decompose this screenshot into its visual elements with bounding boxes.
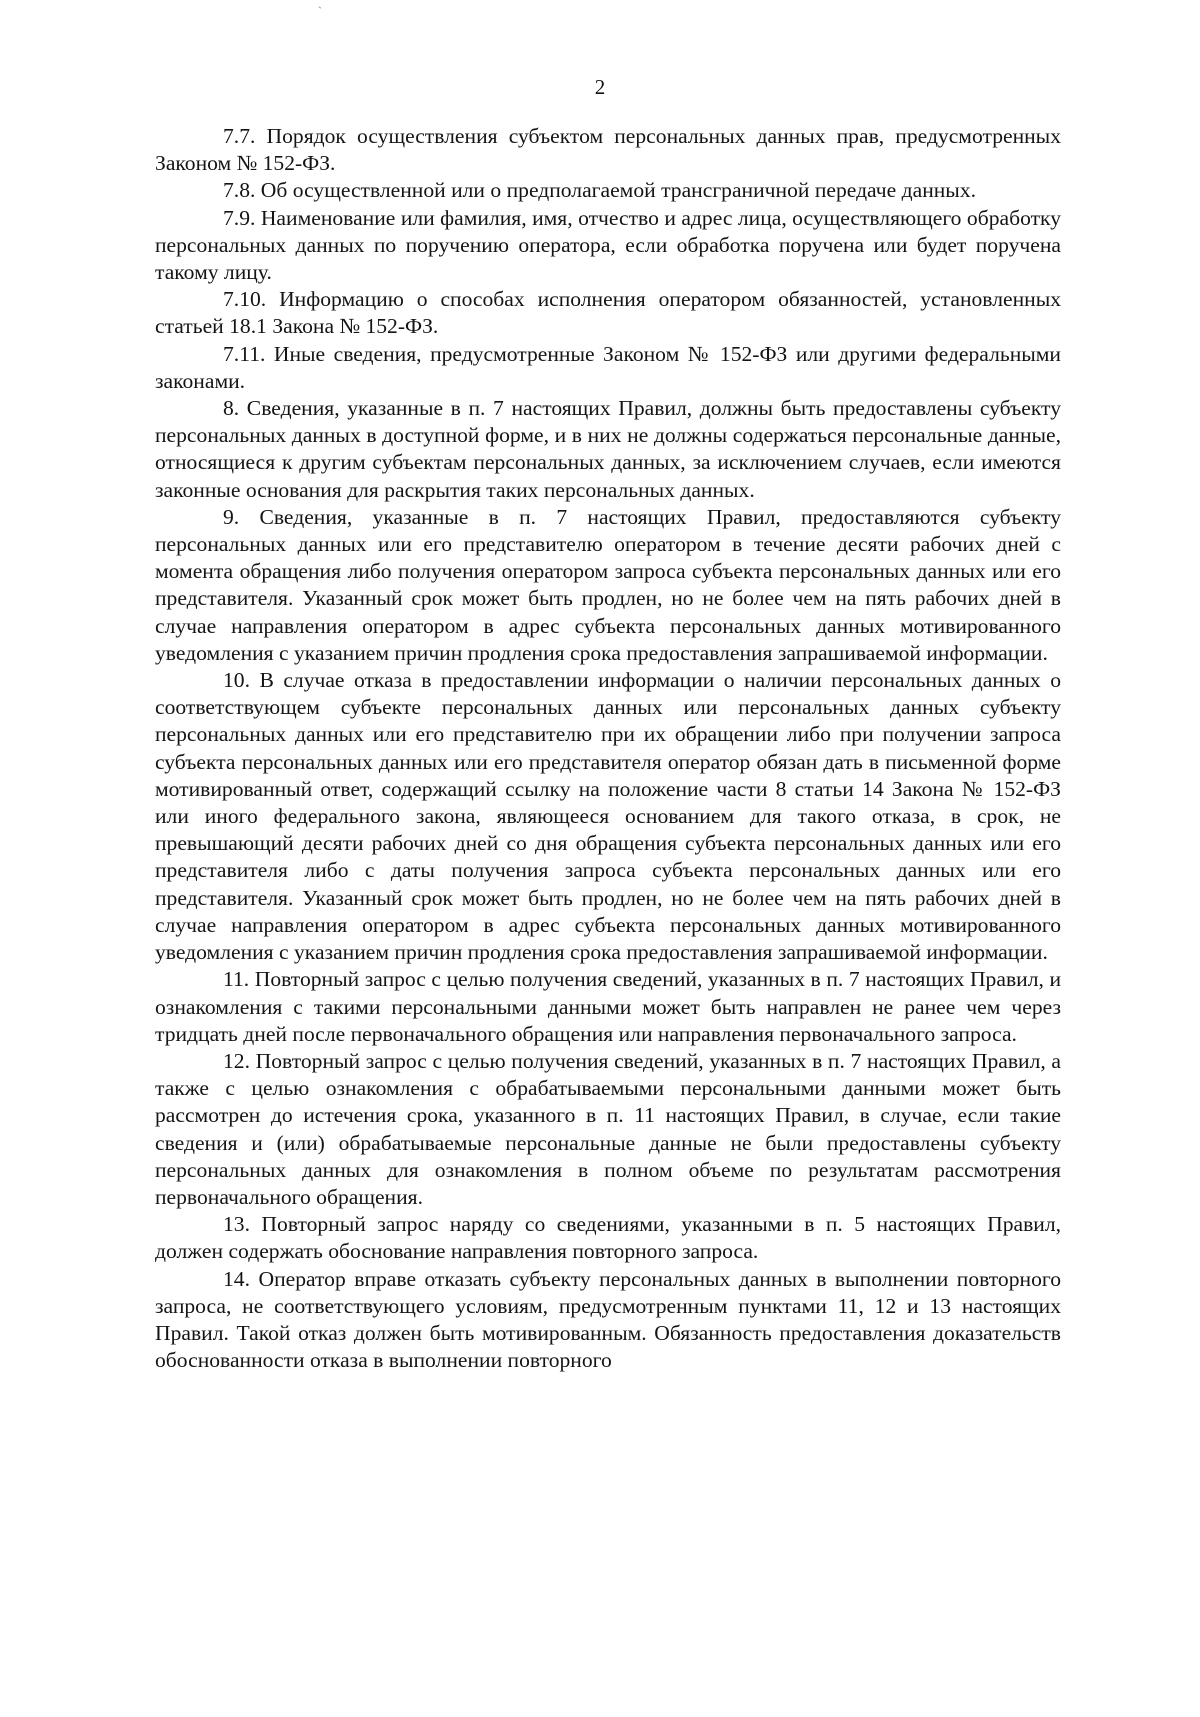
paragraph-7-8: 7.8. Об осуществленной или о предполагаемой трансграничной передаче данных. xyxy=(223,178,977,203)
paragraph-11: 11. Повторный запрос с целью получения сведений, указанных в п. 7 настоящих Правил, и ознакомления с такими персональными данными может быть направлен не ранее чем через тридцать дней после первоначального обращения или направления первоначального запроса. xyxy=(155,967,1061,1046)
paragraph-7-11: 7.11. Иные сведения, предусмотренные Законом № 152-ФЗ или другими федеральными законами. xyxy=(155,341,1061,393)
paragraph-12: 12. Повторный запрос с целью получения сведений, указанных в п. 7 настоящих Правил, а также с целью ознакомления с обрабатываемыми персональными данными может быть рассмотрен до истечения срока, указанного в п. 11 настоящих Правил, в случае, если такие сведения и (или) обрабатываемые персональные данные не были предоставлены субъекту персональных данных для ознакомления в полном объеме по результатам рассмотрения первоначального обращения. xyxy=(155,1048,1061,1209)
paragraph-13: 13. Повторный запрос наряду со сведениями, указанными в п. 5 настоящих Правил, должен содержать обоснование направления повторного запроса. xyxy=(155,1212,1061,1264)
paragraph-9: 9. Сведения, указанные в п. 7 настоящих Правил, предоставляются субъекту персональных данных или его представителю оператором в течение десяти рабочих дней с момента обращения либо получения оператором запроса субъекта персональных данных или его представителя. Указанный срок может быть продлен, но не более чем на пять рабочих дней в случае направления оператором в адрес субъекта персональных данных мотивированного уведомления с указанием причин продления срока предоставления запрашиваемой информации. xyxy=(155,504,1061,665)
paragraph-7-9: 7.9. Наименование или фамилия, имя, отчество и адрес лица, осуществляющего обработку персональных данных по поручению оператора, если обработка поручена или будет поручена такому лицу. xyxy=(155,205,1061,285)
paragraph-8: 8. Сведения, указанные в п. 7 настоящих Правил, должны быть предоставлены субъекту персональных данных в доступной форме, и в них не должны содержаться персональные данные, относящиеся к другим субъектам персональных данных, за исключением случаев, если имеются законные основания для раскрытия таких персональных данных. xyxy=(155,396,1061,502)
paragraph-7-7: 7.7. Порядок осуществления субъектом персональных данных прав, предусмотренных Законом № 152-ФЗ. xyxy=(155,124,1061,176)
scan-speck: ˋ xyxy=(318,4,322,18)
page-number: 2 xyxy=(594,75,606,99)
paragraph-14: 14. Оператор вправе отказать субъекту персональных данных в выполнении повторного запроса, не соответствующего условиям, предусмотренным пунктами 11, 12 и 13 настоящих Правил. Такой отказ должен быть мотивированным. Обязанность предоставления доказательств обоснованности отказа в выполнении повторного xyxy=(155,1266,1061,1373)
document-body xyxy=(155,123,1061,1374)
paragraph-7-10: 7.10. Информацию о способах исполнения оператором обязанностей, установленных статьей 18.1 Закона № 152-ФЗ. xyxy=(155,287,1061,339)
paragraph-10: 10. В случае отказа в предоставлении информации о наличии персональных данных о соответствующем субъекте персональных данных или персональных данных субъекту персональных данных или его представителю при их обращении либо при получении запроса субъекта персональных данных или его представителя оператор обязан дать в письменной форме мотивированный ответ, содержащий ссылку на положение части 8 статьи 14 Закона № 152-ФЗ или иного федерального закона, являющееся основанием для такого отказа, в срок, не превышающий десяти рабочих дней со дня обращения субъекта персональных данных или его представителя либо с даты получения запроса субъекта персональных данных или его представителя. Указанный срок может быть продлен, но не более чем на пять рабочих дней в случае направления оператором в адрес субъекта персональных данных мотивированного уведомления с указанием причин продления срока предоставления запрашиваемой информации. xyxy=(155,668,1061,965)
